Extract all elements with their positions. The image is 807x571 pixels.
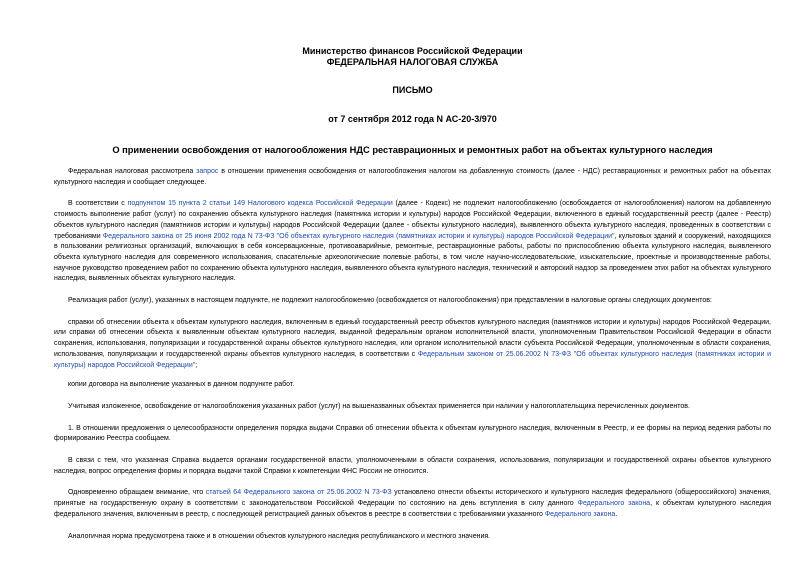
document-type: ПИСЬМО: [392, 85, 433, 95]
link-federal-law-3[interactable]: Федерального закона: [544, 510, 616, 518]
paragraph-1-text-a: Федеральная налоговая рассмотрела: [68, 168, 197, 175]
paragraph-5: копии договора на выполнение указанных в данном подпункте работ.: [68, 381, 295, 389]
paragraph-2-text-b: (далее - Кодекс) не подлежит налогообложению (освобождается от налогообложения) налогом на добавленную стоимость выполнение работ (услуг) по сохранению объекта культурного наследия (памятника истории и культуры) народов Российской Федерации, включенного в единый государственный реестр (далее - Реестр) объектов культурного наследия (памятников истории и культуры) народов Российской Федерации (далее - объекты культурного наследия), выявленного объекта культурного наследия, проведенных в соответствии с требованиями: [54, 200, 771, 240]
paragraph-2: [54, 199, 771, 285]
link-article-64[interactable]: статьей 64 Федерального закона от 25.06.2002 N 73-ФЗ: [205, 489, 392, 497]
paragraph-4-text-a: справки об отнесении объекта к объектам культурного наследия, включенным в единый государственный реестр объектов культурного наследия (памятников истории и культуры) народов Российской Федерации, или справки об отнесении объекта к выявленным объектам культурного наследия, выданной федеральным органом исполнительной власти, уполномоченным Правительством Российской Федерации в области сохранения, использования, популяризации и государственной охраны объектов культурного наследия, или органом исполнительной власти субъекта Российской Федерации, уполномоченным в области сохранения, использования, популяризации и государственной охраны объектов культурного наследия, в соответствии с: [54, 318, 771, 358]
paragraph-9-text-b: установлено отнести объекты исторического и культурного наследия федерального (общероссийского) значения, принятые на государственную охрану в соответствии с законодательством Российской Федерации по состоянию на день вступления в силу данного: [54, 489, 771, 508]
paragraph-3: Реализация работ (услуг), указанных в настоящем подпункте, не подлежит налогообложению (освобождается от налогообложения) при представлении в налоговые органы следующих документов:: [68, 297, 712, 305]
paragraph-1-text-b: в отношении применения освобождения от налогообложения налогом на добавленную стоимость (далее - НДС) реставрационных и ремонтных работ на объектах культурного наследия и сообщает следующее.: [54, 168, 771, 186]
link-request[interactable]: запрос: [196, 168, 219, 175]
paragraph-1: [54, 167, 771, 188]
paragraph-7: 1. В отношении предложения о целесообразности определения порядка выдачи Справки об отнесении объекта к объектам культурного наследия, включенным в Реестр, и ее формы на период ведения работы по формированию Реестра сообщаем.: [54, 424, 771, 443]
link-federal-law-2[interactable]: Федерального закона: [577, 500, 651, 508]
paragraph-2-text-c: , культовых зданий и сооружений, находящихся в пользовании религиозных организаций, включающих в себя консервационные, противоаварийные, ремонтные, реставрационные работы, работы по приспособлению объекта культурного наследия, выявленного объекта культурного наследия для современного использования, спасательные археологические полевые работы, в том числе научно-исследовательские, изыскательские, проектные и производственные работы, научное руководство проведением работ по сохранению объекта культурного наследия, выявленного объекта культурного наследия, технический и авторский надзор за проведением этих работ на объектах культурного наследия, выявленных объектах культурного наследия.: [54, 232, 771, 283]
paragraph-2-text-a: В соответствии с: [68, 200, 128, 208]
ministry-name: Министерство финансов Российской Федерации: [302, 46, 523, 56]
paragraph-9-text-d: .: [615, 510, 618, 518]
document-header: [54, 46, 771, 125]
link-federal-law-73-short[interactable]: Федеральным законом от 25.06.2002 N 73-ФЗ "Об объектах культурного наследия (памятниках истории и культуры) народов Российской Федерации": [54, 350, 771, 369]
document-title: О применении освобождения от налогообложения НДС реставрационных и ремонтных работ на объектах культурного наследия: [112, 145, 713, 155]
paragraph-4: [54, 318, 771, 372]
link-federal-law-73[interactable]: Федерального закона от 25 июня 2002 года N 73-ФЗ "Об объектах культурного наследия (памятниках истории и культуры) народов Российской Федерации": [102, 232, 615, 240]
paragraph-6: Учитывая изложенное, освобождение от налогообложения указанных работ (услуг) на вышеназванных объектах применяется при наличии у налогоплательщика перечисленных документов.: [68, 402, 690, 410]
paragraph-9-text-c: , к объектам культурного наследия федерального значения, включенным в реестр, с последующей регистрацией данных объектов в реестре в соответствии с требованиями указанного: [54, 500, 772, 518]
link-tax-code-article[interactable]: подпунктом 15 пункта 2 статьи 149 Налогового кодекса Российской Федерации: [127, 200, 393, 208]
paragraph-9: [54, 488, 771, 520]
paragraph-9-text-a: Одновременно обращаем внимание, что: [68, 489, 206, 497]
paragraph-8: В связи с тем, что указанная Справка выдается органами государственной власти, уполномоченными в области сохранения, использования, популяризации и государственной охраны объектов культурного наследия, вопрос определения формы и порядка выдачи такой Справки к компетенции ФНС России не относится.: [54, 457, 771, 475]
document-date: от 7 сентября 2012 года N АС-20-3/970: [328, 114, 497, 124]
paragraph-10: Аналогичная норма предусмотрена также и в отношении объектов культурного наследия республиканского и местного значения.: [68, 532, 491, 540]
paragraph-4-text-b: ;: [195, 361, 198, 369]
service-name: ФЕДЕРАЛЬНАЯ НАЛОГОВАЯ СЛУЖБА: [326, 57, 499, 67]
